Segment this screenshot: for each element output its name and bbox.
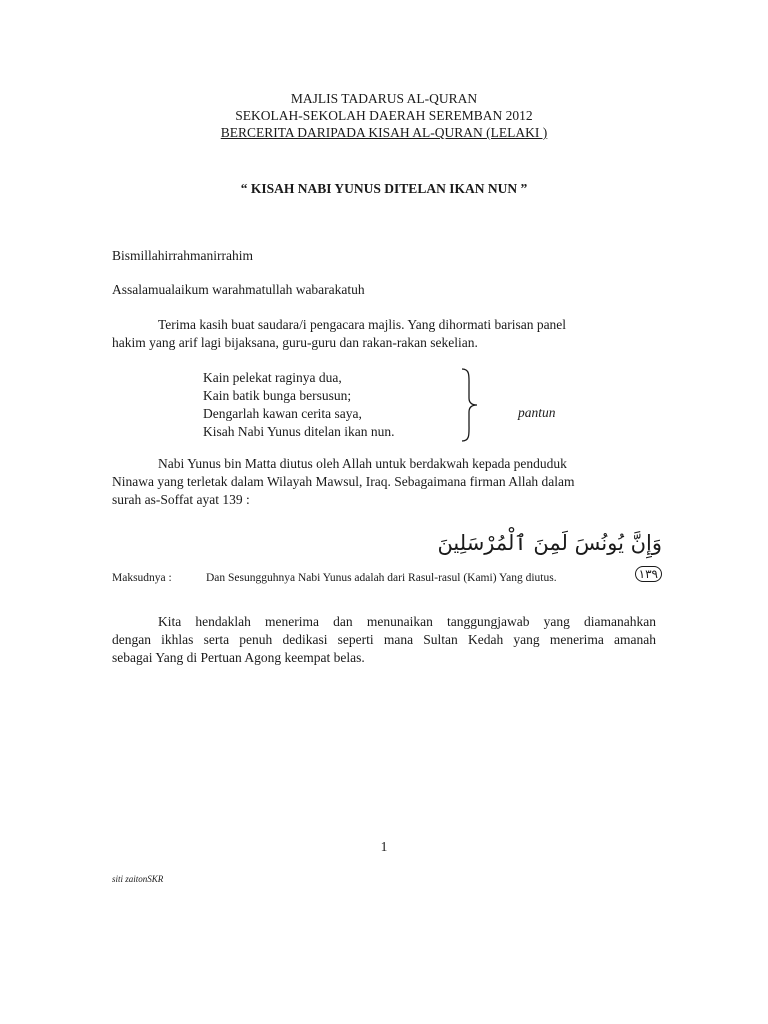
- paragraph-line: Nabi Yunus bin Matta diutus oleh Allah untuk berdakwah kepada penduduk: [158, 456, 567, 471]
- header-line-3: BERCERITA DARIPADA KISAH AL-QURAN (LELAKI ): [220, 125, 548, 140]
- pantun-line: Kisah Nabi Yunus ditelan ikan nun.: [203, 424, 395, 439]
- paragraph-responsibility: [112, 613, 656, 667]
- greeting-basmalah: Bismillahirrahmanirrahim: [112, 248, 253, 263]
- header-line-1: MAJLIS TADARUS AL-QURAN: [290, 91, 478, 106]
- ayah-number-marker: ١٣٩: [635, 566, 662, 582]
- paragraph-line: sebagai Yang di Pertuan Agong keempat belas.: [112, 650, 365, 665]
- footer-author: siti zaitonSKR: [112, 874, 164, 884]
- paragraph-line: Ninawa yang terletak dalam Wilayah Mawsul, Iraq. Sebagaimana firman Allah dalam: [112, 474, 575, 489]
- paragraph-line: Kita hendaklah menerima dan menunaikan tanggungjawab yang diamanahkan: [158, 614, 656, 629]
- paragraph-line: hakim yang arif lagi bijaksana, guru-guru dan rakan-rakan sekelian.: [112, 335, 478, 350]
- curly-brace-icon: [458, 368, 480, 442]
- paragraph-line: dengan ikhlas serta penuh dedikasi seperti mana Sultan Kedah yang menerima amanah: [112, 632, 656, 647]
- page-number: 1: [380, 839, 388, 854]
- pantun-label: pantun: [518, 405, 556, 420]
- verse-text: وَإِنَّ يُونُسَ لَمِنَ ٱلْمُرْسَلِينَ: [437, 531, 662, 555]
- pantun-line: Kain batik bunga bersusun;: [203, 388, 352, 403]
- translation-text: Dan Sesungguhnya Nabi Yunus adalah dari Rasul-rasul (Kami) Yang diutus.: [206, 572, 557, 584]
- document-header: [0, 90, 768, 141]
- translation-label: Maksudnya :: [112, 572, 172, 584]
- paragraph-line: surah as-Soffat ayat 139 :: [112, 492, 250, 507]
- paragraph-intro: [112, 455, 658, 509]
- pantun-line: Kain pelekat raginya dua,: [203, 370, 342, 385]
- pantun-line: Dengarlah kawan cerita saya,: [203, 406, 362, 421]
- paragraph-line: Terima kasih buat saudara/i pengacara majlis. Yang dihormati barisan panel: [158, 317, 567, 332]
- greeting-salam: Assalamualaikum warahmatullah wabarakatuh: [112, 282, 365, 297]
- pantun-verse: [203, 369, 394, 441]
- paragraph-thanks: [112, 316, 658, 352]
- header-line-2: SEKOLAH-SEKOLAH DAERAH SEREMBAN 2012: [235, 108, 533, 123]
- story-title: “ KISAH NABI YUNUS DITELAN IKAN NUN ”: [240, 181, 528, 196]
